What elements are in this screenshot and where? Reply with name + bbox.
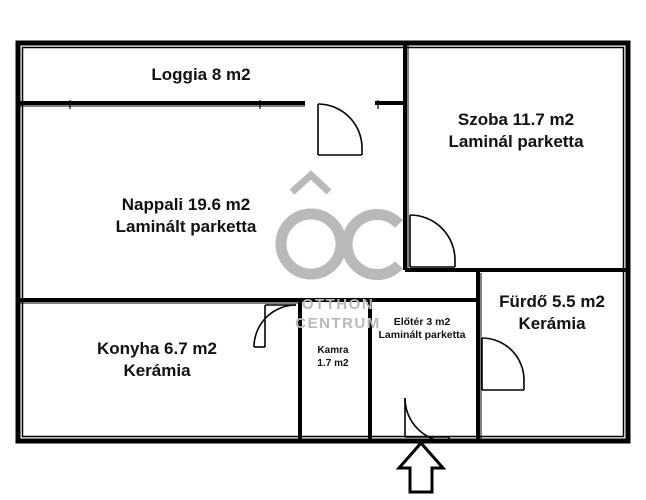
room-name-nappali: Nappali 19.6 m2 [121,195,251,214]
room-floor-szoba: Laminál parketta [448,131,584,151]
room-floor-furdo: Kerámia [518,313,586,333]
room-name-loggia: Loggia 8 m2 [151,65,251,84]
door-szoba [410,215,455,267]
room-floor-nappali: Laminált parketta [115,216,257,236]
door-nappali-loggia [318,104,362,155]
watermark-line1: OTTHON [301,296,375,313]
room-floor-konyha: Kerámia [123,360,191,380]
room-floor-elotér: Laminált parketta [378,329,466,342]
entrance-arrow [399,443,443,492]
room-area-kamra: 1.7 m2 [317,357,349,369]
door-furdo [482,338,524,390]
interior-walls [18,43,628,441]
door-konyha [254,305,296,347]
room-name-furdo: Fürdő 5.5 m2 [499,292,605,311]
room-name-kamra: Kamra [317,345,349,356]
room-name-elotér: Előtér 3 m2 [393,316,451,328]
room-name-konyha: Konyha 6.7 m2 [97,339,217,358]
watermark-line2: CENTRUM [295,314,381,332]
room-name-szoba: Szoba 11.7 m2 [457,110,575,129]
door-entrance [405,398,449,442]
